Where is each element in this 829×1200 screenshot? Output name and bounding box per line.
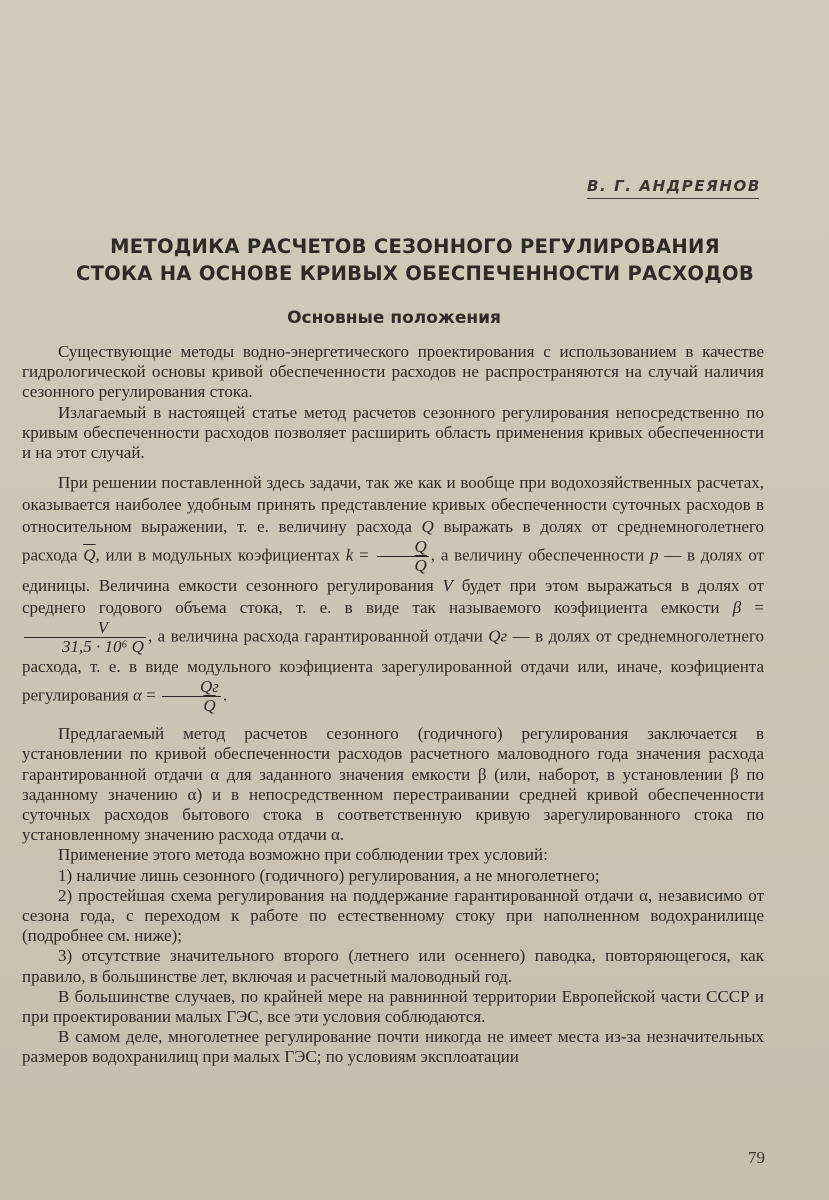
formula-alpha: $\frac{Qг}{Q}$: [162, 678, 221, 715]
symbol-v: V: [442, 576, 453, 596]
paragraph-1: Существующие методы водно-энергетического проектирования с использованием в качестве гидрологической основы кривой обеспеченности расходов не распространяются на случай наличия сезонного регулирования стока.: [22, 342, 764, 402]
formula-beta: $\frac{V}{\text{31,5 · 10⁶ Q}}$: [24, 619, 146, 656]
paragraph-2: Излагаемый в настоящей статье метод расчетов сезонного регулирования непосредственно по кривым обеспеченности расходов позволяет расширить область применения кривых обеспеченности и на этот случай.: [22, 402, 764, 463]
paragraph-8: 3) отсутствие значительного второго (летнего или осеннего) паводка, повторяющегося, как правило, в большинстве лет, включая и расчетный маловодный год.: [22, 946, 764, 986]
author-name: В. Г. АНДРЕЯНОВ: [587, 177, 759, 199]
symbol-q-guaranteed: Qг: [488, 626, 508, 646]
paragraph-5: Применение этого метода возможно при соблюдении трех условий:: [58, 845, 548, 865]
symbol-alpha: α: [132, 685, 142, 705]
paragraph-10: В самом деле, многолетнее регулирование почти никогда не имеет места из-за незначительных размеров водохранилищ при малых ГЭС; по условиям эксплоатации: [22, 1027, 764, 1067]
paragraph-7: 2) простейшая схема регулирования на поддержание гарантированной отдачи α, независимо от сезона года, с переходом к работе по естественному стоку при наполненном водохранилище (подробнее см. ниже);: [22, 885, 764, 946]
paragraph-9: В большинстве случаев, по крайней мере на равнинной территории Европейской части СССР и при проектировании малых ГЭС, все эти условия соблюдаются.: [22, 986, 764, 1027]
title-line-2: СТОКА НА ОСНОВЕ КРИВЫХ ОБЕСПЕЧЕННОСТИ РАСХОДОВ: [75, 262, 755, 285]
symbol-beta: β: [732, 598, 742, 618]
title-line-1: МЕТОДИКА РАСЧЕТОВ СЕЗОННОГО РЕГУЛИРОВАНИЯ: [110, 235, 720, 258]
section-heading: Основные положения: [287, 308, 501, 328]
symbol-q: Q: [421, 517, 434, 537]
page-number: 79: [748, 1148, 765, 1167]
paragraph-3: При решении поставленной здесь задачи, так же как и вообще при водохозяйственных расчетах, оказывается наиболее удобным принять представление кривых обеспеченности суточных расходов в относительном выражении, т. е. величину расхода Q выражать в долях от среднемноголетнего расхода $\overline{Q}$, или в модульных коэфициентах k = $\frac{Q}{Q}$ , а величину обеспеченности p — в долях от единицы. Величина емкости сезонного регулирования V будет при этом выражаться в долях от среднего годового объема стока, т. е. в виде так называемого коэфициента емкости β = $\frac{V}{\text{31,5 · 10⁶ Q}}$ , а величина расхода гарантированной отдачи Qг — в долях от среднемноголетнего расхода, т. е. в виде модульного коэфициента зарегулированной отдачи или, иначе, коэфициента регулирования α = $\frac{Qг}{Q}$ .: [22, 473, 765, 716]
symbol-q-mean: $\overline{Q}$: [83, 545, 96, 565]
paragraph-6: 1) наличие лишь сезонного (годичного) регулирования, а не многолетнего;: [58, 865, 600, 885]
symbol-k: k: [345, 545, 354, 565]
paragraph-4: Предлагаемый метод расчетов сезонного (годичного) регулирования заключается в установлении по кривой обеспеченности расходов расчетного маловодного года значения расхода гарантированной отдачи α для заданного значения емкости β (или, наборот, в установлении β по заданному значению α) и в непосредственном перестраивании средней кривой обеспеченности суточных расходов бытового стока в соответственную кривую зарегулированного стока по установленному значению расхода отдачи α.: [22, 724, 764, 845]
symbol-p: p: [649, 545, 659, 565]
formula-k: $\frac{Q}{Q}$: [377, 538, 429, 575]
article-body: [22, 342, 764, 1068]
article-title: [40, 233, 790, 287]
